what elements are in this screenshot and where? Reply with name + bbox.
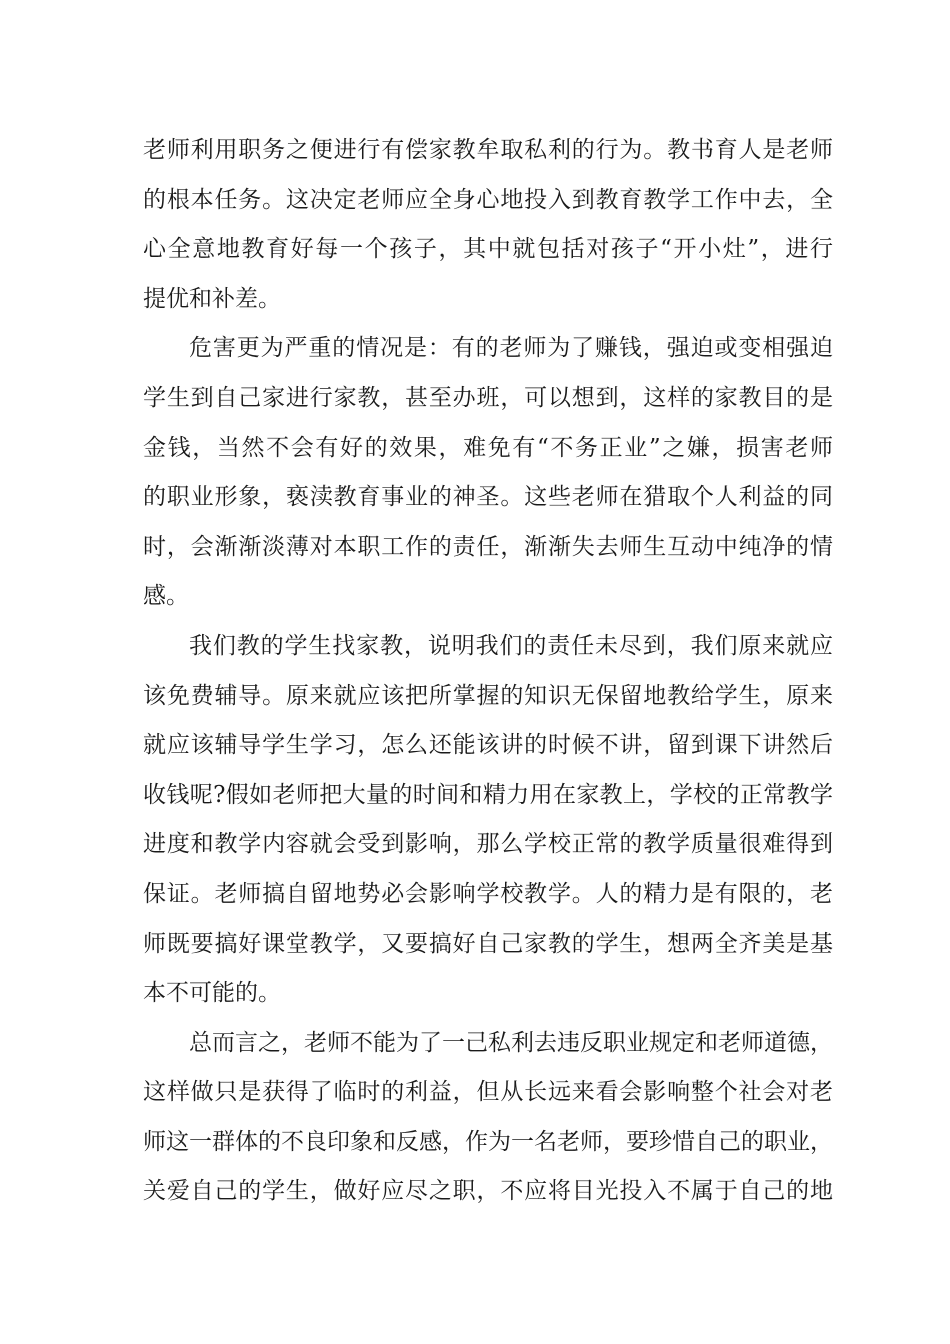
text-line: 总而言之，老师不能为了一己私利去违反职业规定和老师道德， <box>189 1029 833 1056</box>
paragraph-3 <box>143 622 833 1019</box>
text-line: 金钱，当然不会有好的效果，难免有“不务正业”之嫌，损害老师 <box>143 434 833 461</box>
text-line: 的根本任务。这决定老师应全身心地投入到教育教学工作中去，全 <box>143 186 833 213</box>
paragraph-2 <box>143 324 833 622</box>
text-line: 学生到自己家进行家教，甚至办班，可以想到，这样的家教目的是 <box>143 384 833 411</box>
text-line: 师既要搞好课堂教学，又要搞好自己家教的学生，想两全齐美是基 <box>143 930 833 957</box>
text-line: 进度和教学内容就会受到影响，那么学校正常的教学质量很难得到 <box>143 831 833 858</box>
text-line: 收钱呢?假如老师把大量的时间和精力用在家教上，学校的正常教学 <box>143 781 833 808</box>
text-line: 时，会渐渐淡薄对本职工作的责任，渐渐失去师生互动中纯净的情 <box>143 533 833 560</box>
text-line: 的职业形象，亵渎教育事业的神圣。这些老师在猎取个人利益的同 <box>143 484 833 511</box>
paragraph-1 <box>143 126 833 324</box>
text-line: 提优和补差。 <box>143 285 281 312</box>
document-body <box>143 126 833 1217</box>
text-line: 我们教的学生找家教，说明我们的责任未尽到，我们原来就应 <box>189 632 833 659</box>
text-line: 保证。老师搞自留地势必会影响学校教学。人的精力是有限的，老 <box>143 880 833 907</box>
text-line: 心全意地教育好每一个孩子，其中就包括对孩子“开小灶”，进行 <box>143 236 833 263</box>
text-line: 就应该辅导学生学习，怎么还能该讲的时候不讲，留到课下讲然后 <box>143 732 833 759</box>
text-line: 关爱自己的学生，做好应尽之职，不应将目光投入不属于自己的地 <box>143 1178 833 1205</box>
text-line: 感。 <box>143 583 189 610</box>
text-line: 危害更为严重的情况是：有的老师为了赚钱，强迫或变相强迫 <box>189 335 833 362</box>
text-line: 本不可能的。 <box>143 980 281 1007</box>
paragraph-4 <box>143 1019 833 1217</box>
text-line: 老师利用职务之便进行有偿家教牟取私利的行为。教书育人是老师 <box>143 137 833 163</box>
text-line: 师这一群体的不良印象和反感，作为一名老师，要珍惜自己的职业， <box>143 1128 833 1155</box>
text-line: 该免费辅导。原来就应该把所掌握的知识无保留地教给学生，原来 <box>143 682 833 709</box>
text-line: 这样做只是获得了临时的利益，但从长远来看会影响整个社会对老 <box>143 1079 833 1106</box>
